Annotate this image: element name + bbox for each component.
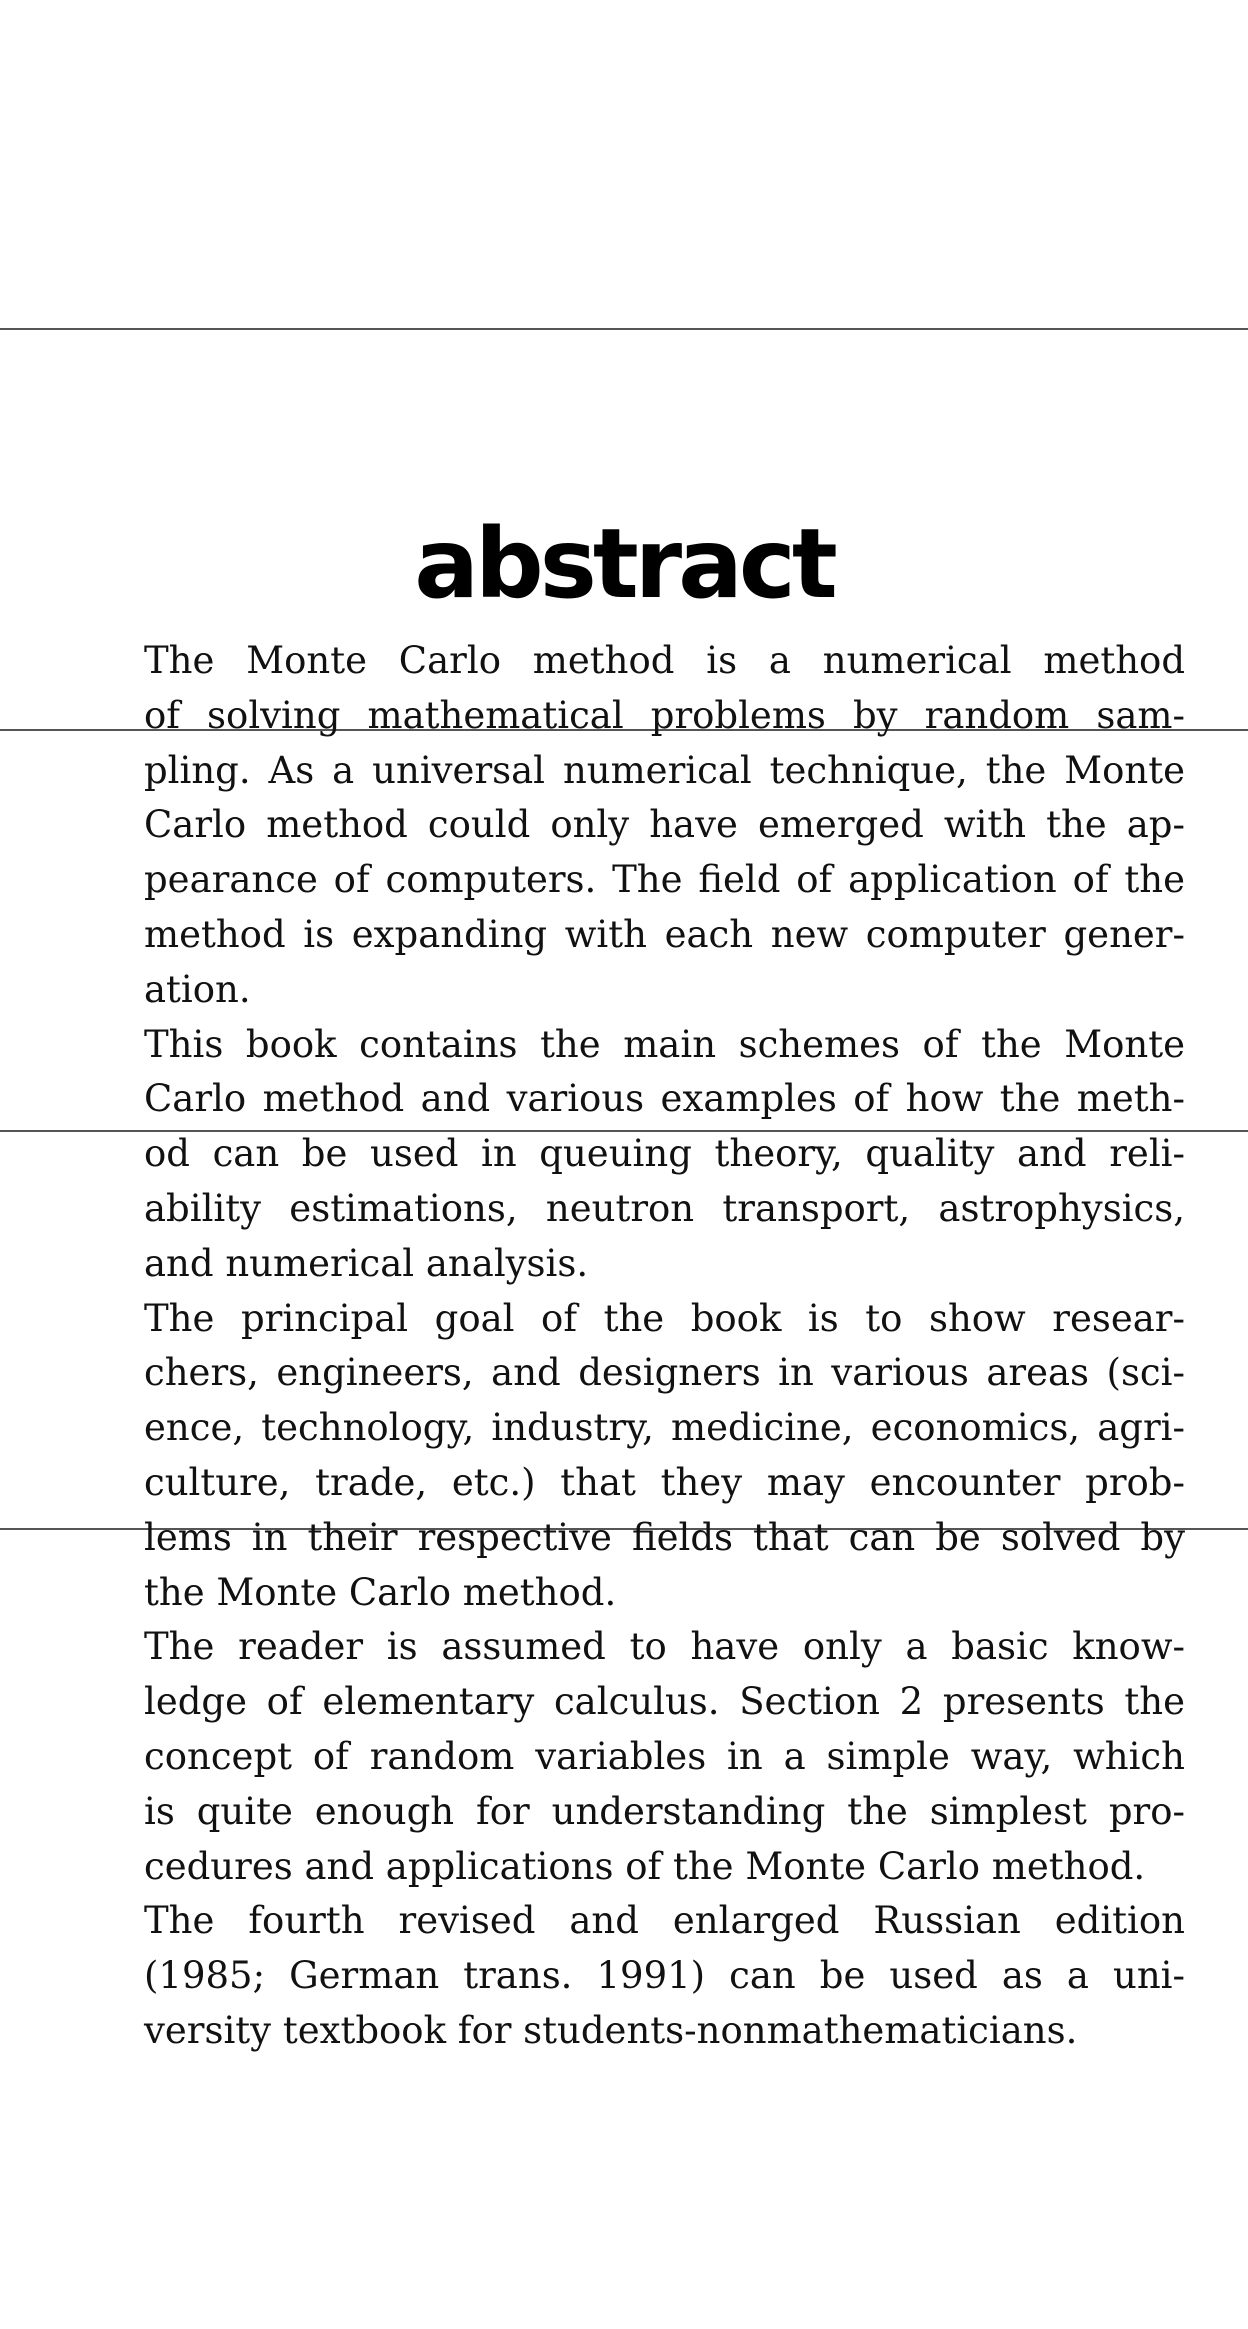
text-line: lems in their respective fields that can be solved by xyxy=(144,1515,1185,1559)
paragraph-5 xyxy=(82,1894,1185,2058)
text-line: The Monte Carlo method is a numerical method xyxy=(144,639,1185,682)
text-line: is quite enough for understanding the simplest pro- xyxy=(144,1789,1185,1833)
text-line: pling. As a universal numerical technique, the Monte xyxy=(144,748,1185,792)
text-line: pearance of computers. The field of application of the xyxy=(144,858,1185,902)
text-line: culture, trade, etc.) that they may encounter prob- xyxy=(144,1460,1185,1504)
text-line: chers, engineers, and designers in various areas (sci- xyxy=(144,1351,1185,1395)
text-line: This book contains the main schemes of the Monte xyxy=(144,1022,1185,1066)
paragraph-4 xyxy=(82,1620,1185,1894)
text-line: and numerical analysis. xyxy=(144,1241,589,1285)
text-line: versity textbook for students-nonmathematicians. xyxy=(144,2008,1078,2052)
text-line: Carlo method and various examples of how the meth- xyxy=(144,1077,1185,1121)
text-line: ation. xyxy=(144,967,251,1011)
text-line: The reader is assumed to have only a basic know- xyxy=(144,1625,1185,1669)
text-line: Carlo method could only have emerged with the ap- xyxy=(144,803,1185,847)
text-line: ence, technology, industry, medicine, economics, agri- xyxy=(144,1406,1185,1450)
text-line: cedures and applications of the Monte Carlo method. xyxy=(144,1844,1146,1888)
text-line: the Monte Carlo method. xyxy=(144,1570,617,1614)
abstract-body xyxy=(82,634,1185,2059)
text-line: of solving mathematical problems by random sam- xyxy=(144,693,1185,737)
paragraph-2 xyxy=(82,1018,1185,1292)
horizontal-rule-1 xyxy=(0,328,1248,330)
text-line: The fourth revised and enlarged Russian edition xyxy=(144,1899,1185,1943)
text-line: (1985; German trans. 1991) can be used as a uni- xyxy=(144,1954,1185,1998)
text-line: method is expanding with each new computer gener- xyxy=(144,912,1185,956)
text-line: ability estimations, neutron transport, astrophysics, xyxy=(144,1186,1185,1230)
paragraph-1 xyxy=(82,634,1185,1018)
page-title: abstract xyxy=(414,508,834,621)
text-line: ledge of elementary calculus. Section 2 presents the xyxy=(144,1680,1185,1724)
paragraph-3 xyxy=(82,1292,1185,1621)
text-line: od can be used in queuing theory, quality and reli- xyxy=(144,1132,1185,1176)
text-line: The principal goal of the book is to show resear- xyxy=(144,1296,1185,1340)
text-line: concept of random variables in a simple way, which xyxy=(144,1734,1185,1778)
